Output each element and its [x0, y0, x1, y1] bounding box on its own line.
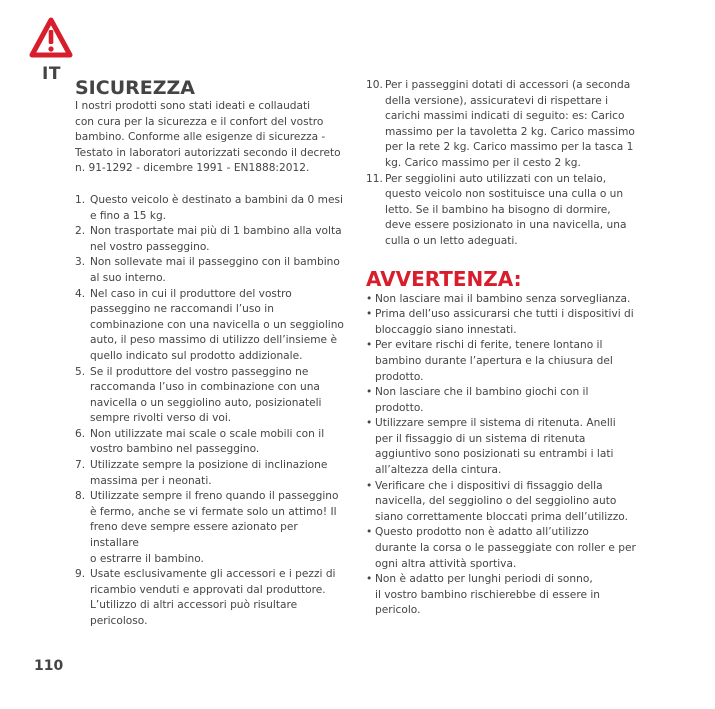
right-column	[366, 78, 666, 619]
list-item: 3. Non sollevate mai il passeggino con il bambino al suo interno.	[75, 256, 340, 284]
list-item: 7. Utilizzate sempre la posizione di inclinazione massima per i neonati.	[75, 459, 328, 487]
safety-list-continued	[366, 78, 666, 250]
list-item: 11. Per seggiolini auto utilizzati con un telaio, questo veicolo non sostituisce una culla o un letto. Se il bambino ha bisogno di dormire, deve essere posizionato in una navicella, una culla o un letto adeguati.	[366, 172, 627, 247]
avvertenza-section	[366, 268, 666, 619]
page-number: 110	[34, 658, 64, 674]
list-item: 2. Non trasportate mai più di 1 bambino alla volta nel vostro passeggino.	[75, 225, 342, 253]
list-item: • Per evitare rischi di ferite, tenere lontano il bambino durante l’apertura e la chiusura del prodotto.	[366, 339, 613, 383]
warning-triangle-icon	[28, 16, 74, 60]
list-item: • Non è adatto per lunghi periodi di sonno, il vostro bambino rischierebbe di essere in pericolo.	[366, 573, 600, 617]
list-item: • Verificare che i dispositivi di fissaggio della navicella, del seggiolino o del seggiolino auto siano correttamente bloccati prima dell’utilizzo.	[366, 479, 628, 523]
sicurezza-heading: SICUREZZA	[75, 77, 195, 99]
sicurezza-intro: I nostri prodotti sono stati ideati e collaudati con cura per la sicurezza e il confort del vostro bambino. Conforme alle esigenze di sicurezza - Testato in laboratori autorizzati secondo il decreto n. 91-1292 - dicembre 1991 - EN1888:2012.	[75, 100, 341, 175]
list-item: • Questo prodotto non è adatto all’utilizzo durante la corsa o le passeggiate con roller e per ogni altra attività sportiva.	[366, 526, 636, 570]
list-item: • Prima dell’uso assicurarsi che tutti i dispositivi di bloccaggio siano innestati.	[366, 308, 634, 336]
list-item: 6. Non utilizzate mai scale o scale mobili con il vostro bambino nel passeggino.	[75, 427, 325, 456]
list-item: 5. Se il produttore del vostro passeggino ne raccomanda l’uso in combinazione con una navicella o un seggiolino auto, posizionateli sempre rivolti verso di voi.	[75, 365, 322, 425]
left-column	[75, 78, 345, 630]
list-item: 1. Questo veicolo è destinato a bambini da 0 mesi e fino a 15 kg.	[75, 193, 343, 222]
list-item: 9. Usate esclusivamente gli accessori e i pezzi di ricambio venduti e approvati dal produttore. L’utilizzo di altri accessori può risultare pericoloso.	[75, 568, 336, 627]
safety-list	[75, 193, 345, 630]
list-item: 10. Per i passeggini dotati di accessori (a seconda della versione), assicuratevi di rispettare i carichi massimi indicati di seguito: es: Carico massimo per la tavoletta 2 kg. Carico massimo per la rete 2 kg. Carico massimo per la tasca 1 kg. Carico massimo per il cesto 2 kg.	[366, 79, 635, 169]
list-item: 8. Utilizzate sempre il freno quando il passeggino è fermo, anche se vi fermate solo un attimo! Il freno deve sempre essere azionato per installare o estrarre il bambino.	[75, 490, 339, 565]
list-item: • Non lasciare che il bambino giochi con il prodotto.	[366, 386, 589, 414]
list-item: • Non lasciare mai il bambino senza sorveglianza.	[366, 292, 631, 305]
list-item: 4. Nel caso in cui il produttore del vostro passeggino ne raccomandi l’uso in combinazione con una navicella o un seggiolino auto, il peso massimo di utilizzo dell’insieme è quello indicato sul prodotto addizionale.	[75, 287, 344, 362]
warning-list	[366, 292, 666, 619]
list-item: • Utilizzare sempre il sistema di ritenuta. Anelli per il fissaggio di un sistema di ritenuta aggiuntivo sono posizionati su entrambi i lati all’altezza della cintura.	[366, 417, 616, 477]
language-code: IT	[42, 64, 61, 84]
avvertenza-heading: AVVERTENZA:	[366, 266, 522, 291]
